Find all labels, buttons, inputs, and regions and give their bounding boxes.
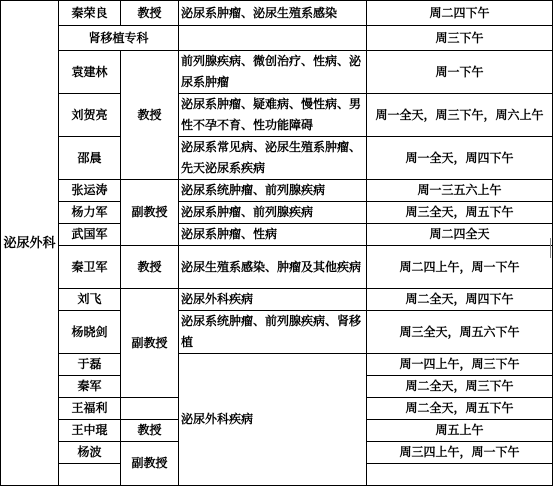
clinic-time: 周三四上午，周一下午 bbox=[367, 442, 553, 464]
clinic-time: 周二全天，周三下午 bbox=[367, 376, 553, 398]
table-row bbox=[1, 94, 553, 137]
clinic-time: 周二四全天 bbox=[367, 224, 553, 246]
doctor-title: 副教授 bbox=[121, 180, 179, 246]
table-row bbox=[1, 1, 553, 26]
doctor-name: 秦卫军 bbox=[59, 246, 121, 289]
doctor-specialty: 泌尿系统肿瘤、前列腺疾病、肾移植 bbox=[179, 311, 367, 354]
doctor-title bbox=[121, 398, 179, 420]
doctor-specialty: 泌尿系常见病、泌尿生殖系肿瘤、先天泌尿系疾病 bbox=[179, 137, 367, 180]
doctor-name bbox=[59, 464, 121, 486]
clinic-time: 周二全天，周四下午 bbox=[367, 289, 553, 311]
doctor-title: 教授 bbox=[121, 51, 179, 180]
doctor-name: 秦荣良 bbox=[59, 1, 121, 26]
doctor-title: 教授 bbox=[121, 420, 179, 442]
shared-specialty: 泌尿外科疾病 bbox=[179, 354, 367, 486]
doctor-name: 刘飞 bbox=[59, 289, 121, 311]
clinic-time: 周二四上午，周一下午 bbox=[367, 246, 553, 289]
doctor-name: 刘贺亮 bbox=[59, 94, 121, 137]
table-row bbox=[1, 180, 553, 202]
transplant-label: 肾移植专科 bbox=[59, 26, 179, 51]
clinic-time: 周三全天，周五六下午 bbox=[367, 311, 553, 354]
table-row bbox=[1, 289, 553, 311]
table-row bbox=[1, 202, 553, 224]
doctor-name: 张运涛 bbox=[59, 180, 121, 202]
doctor-name: 邵晨 bbox=[59, 137, 121, 180]
doctor-specialty: 泌尿系肿瘤、疑难病、慢性病、男性不孕不育、性功能障碍 bbox=[179, 94, 367, 137]
table-row bbox=[1, 311, 553, 354]
clinic-time: 周三下午 bbox=[367, 26, 553, 51]
doctor-name: 武国军 bbox=[59, 224, 121, 246]
doctor-name: 王中琨 bbox=[59, 420, 121, 442]
doctor-name: 袁建林 bbox=[59, 51, 121, 94]
table-row bbox=[1, 26, 553, 51]
clinic-time: 周二全天，周五下午 bbox=[367, 398, 553, 420]
doctor-specialty: 泌尿外科疾病 bbox=[179, 289, 367, 311]
clinic-time: 周五上午 bbox=[367, 420, 553, 442]
clinic-time: 周一三五六上午 bbox=[367, 180, 553, 202]
clinic-time: 周一四上午，周三下午 bbox=[367, 354, 553, 376]
doctor-title: 教授 bbox=[121, 1, 179, 26]
doctor-name: 于磊 bbox=[59, 354, 121, 376]
doctor-specialty: 泌尿系统肿瘤、前列腺疾病 bbox=[179, 180, 367, 202]
empty-cell bbox=[179, 26, 367, 51]
clinic-time: 周三全天，周五下午 bbox=[367, 202, 553, 224]
clinic-time: 周一全天，周四下午 bbox=[367, 137, 553, 180]
table-row bbox=[1, 51, 553, 94]
clinic-time: 周一下午 bbox=[367, 51, 553, 94]
clinic-time: 周二四下午 bbox=[367, 1, 553, 26]
doctor-specialty: 泌尿生殖系感染、肿瘤及其他疾病 bbox=[179, 246, 367, 289]
doctor-title: 副教授 bbox=[121, 289, 179, 398]
doctor-specialty: 泌尿系肿瘤、前列腺疾病 bbox=[179, 202, 367, 224]
department-cell: 泌尿外科 bbox=[1, 1, 59, 486]
doctor-specialty: 前列腺疾病、微创治疗、性病、泌尿系肿瘤 bbox=[179, 51, 367, 94]
table-row bbox=[1, 246, 553, 289]
doctor-name: 杨晓剑 bbox=[59, 311, 121, 354]
doctor-name: 秦军 bbox=[59, 376, 121, 398]
doctor-name: 王福利 bbox=[59, 398, 121, 420]
doctor-name: 杨波 bbox=[59, 442, 121, 464]
table-row bbox=[1, 224, 553, 246]
doctor-title: 教授 bbox=[121, 246, 179, 289]
clinic-time bbox=[367, 464, 553, 486]
clinic-time: 周一全天，周三下午，周六上午 bbox=[367, 94, 553, 137]
table-row bbox=[1, 354, 553, 376]
scrollbar-edge[interactable] bbox=[550, 238, 554, 258]
doctor-title: 副教授 bbox=[121, 442, 179, 486]
doctor-name: 杨力军 bbox=[59, 202, 121, 224]
doctor-specialty: 泌尿系肿瘤、性病 bbox=[179, 224, 367, 246]
doctor-specialty: 泌尿系肿瘤、泌尿生殖系感染 bbox=[179, 1, 367, 26]
table-row bbox=[1, 137, 553, 180]
